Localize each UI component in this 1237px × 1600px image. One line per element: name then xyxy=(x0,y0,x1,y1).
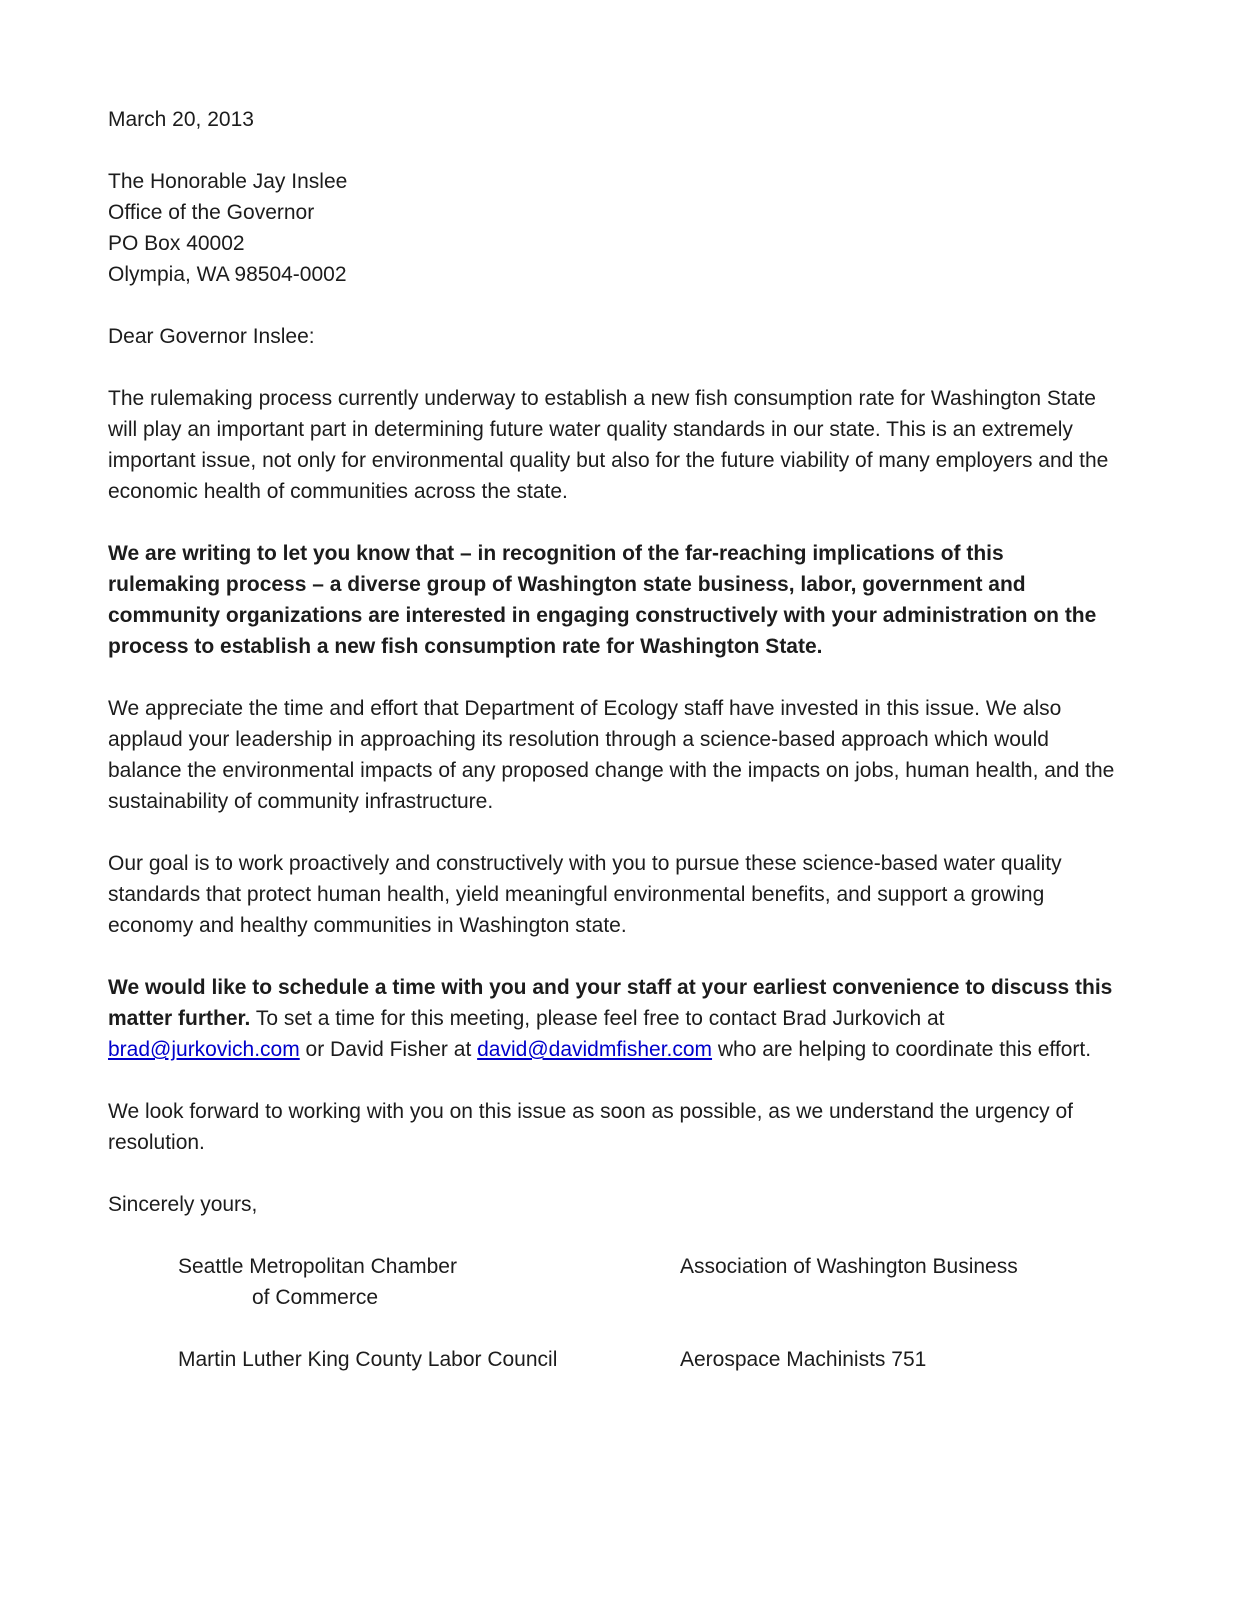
paragraph-look-forward: We look forward to working with you on this issue as soon as possible, as we understand the urgency of resolution. xyxy=(108,1100,1073,1154)
recipient-po-box: PO Box 40002 xyxy=(108,232,245,255)
signature-seattle-chamber-line1: Seattle Metropolitan Chamber xyxy=(178,1255,457,1278)
signature-aerospace-machinists: Aerospace Machinists 751 xyxy=(680,1348,927,1371)
paragraph-goal-statement: Our goal is to work proactively and constructively with you to pursue these science-based water quality standards that protect human health, yield meaningful environmental benefits, and support a growing economy and healthy communities in Washington state. xyxy=(108,852,1062,937)
closing: Sincerely yours, xyxy=(108,1193,258,1216)
paragraph-coalition-statement: We are writing to let you know that – in recognition of the far-reaching implications of this rulemaking process – a diverse group of Washington state business, labor, government and community organizations are interested in engaging constructively with your administration on the process to establish a new fish consumption rate for Washington State. xyxy=(108,542,1097,658)
signature-mlk-labor-council: Martin Luther King County Labor Council xyxy=(178,1348,558,1371)
salutation: Dear Governor Inslee: xyxy=(108,325,315,348)
brad-jurkovich-email-link[interactable]: brad@jurkovich.com xyxy=(108,1038,300,1061)
meeting-request-text-3: who are helping to coordinate this effort. xyxy=(712,1038,1092,1061)
meeting-request-bold-lead: We would like to schedule a time with you and your staff at your earliest convenience to discuss this matter further. xyxy=(108,976,1113,1030)
signature-row-1 xyxy=(108,1251,1117,1313)
signature-seattle-chamber xyxy=(108,1251,680,1313)
meeting-request-text-1: To set a time for this meeting, please feel free to contact Brad Jurkovich at xyxy=(250,1007,945,1030)
letter-date: March 20, 2013 xyxy=(108,108,254,131)
signature-seattle-chamber-line2: of Commerce xyxy=(252,1286,379,1309)
david-fisher-email-link[interactable]: david@davidmfisher.com xyxy=(477,1038,713,1061)
recipient-address-block xyxy=(108,166,1117,290)
paragraph-ecology-appreciation: We appreciate the time and effort that Department of Ecology staff have invested in this issue. We also applaud your leadership in approaching its resolution through a science-based approach which would balance the environmental impacts of any proposed change with the impacts on jobs, human health, and the sustainability of community infrastructure. xyxy=(108,697,1115,813)
signature-awb: Association of Washington Business xyxy=(680,1255,1018,1278)
recipient-name: The Honorable Jay Inslee xyxy=(108,170,348,193)
meeting-request-text-2: or David Fisher at xyxy=(299,1038,478,1061)
recipient-city-state-zip: Olympia, WA 98504-0002 xyxy=(108,263,347,286)
paragraph-rulemaking-intro: The rulemaking process currently underway to establish a new fish consumption rate for Washington State will play an important part in determining future water quality standards in our state. This is an extremely important issue, not only for environmental quality but also for the future viability of many employers and the economic health of communities across the state. xyxy=(108,387,1109,503)
paragraph-meeting-request xyxy=(108,972,1117,1065)
recipient-office: Office of the Governor xyxy=(108,201,315,224)
signature-row-2 xyxy=(108,1344,1117,1375)
